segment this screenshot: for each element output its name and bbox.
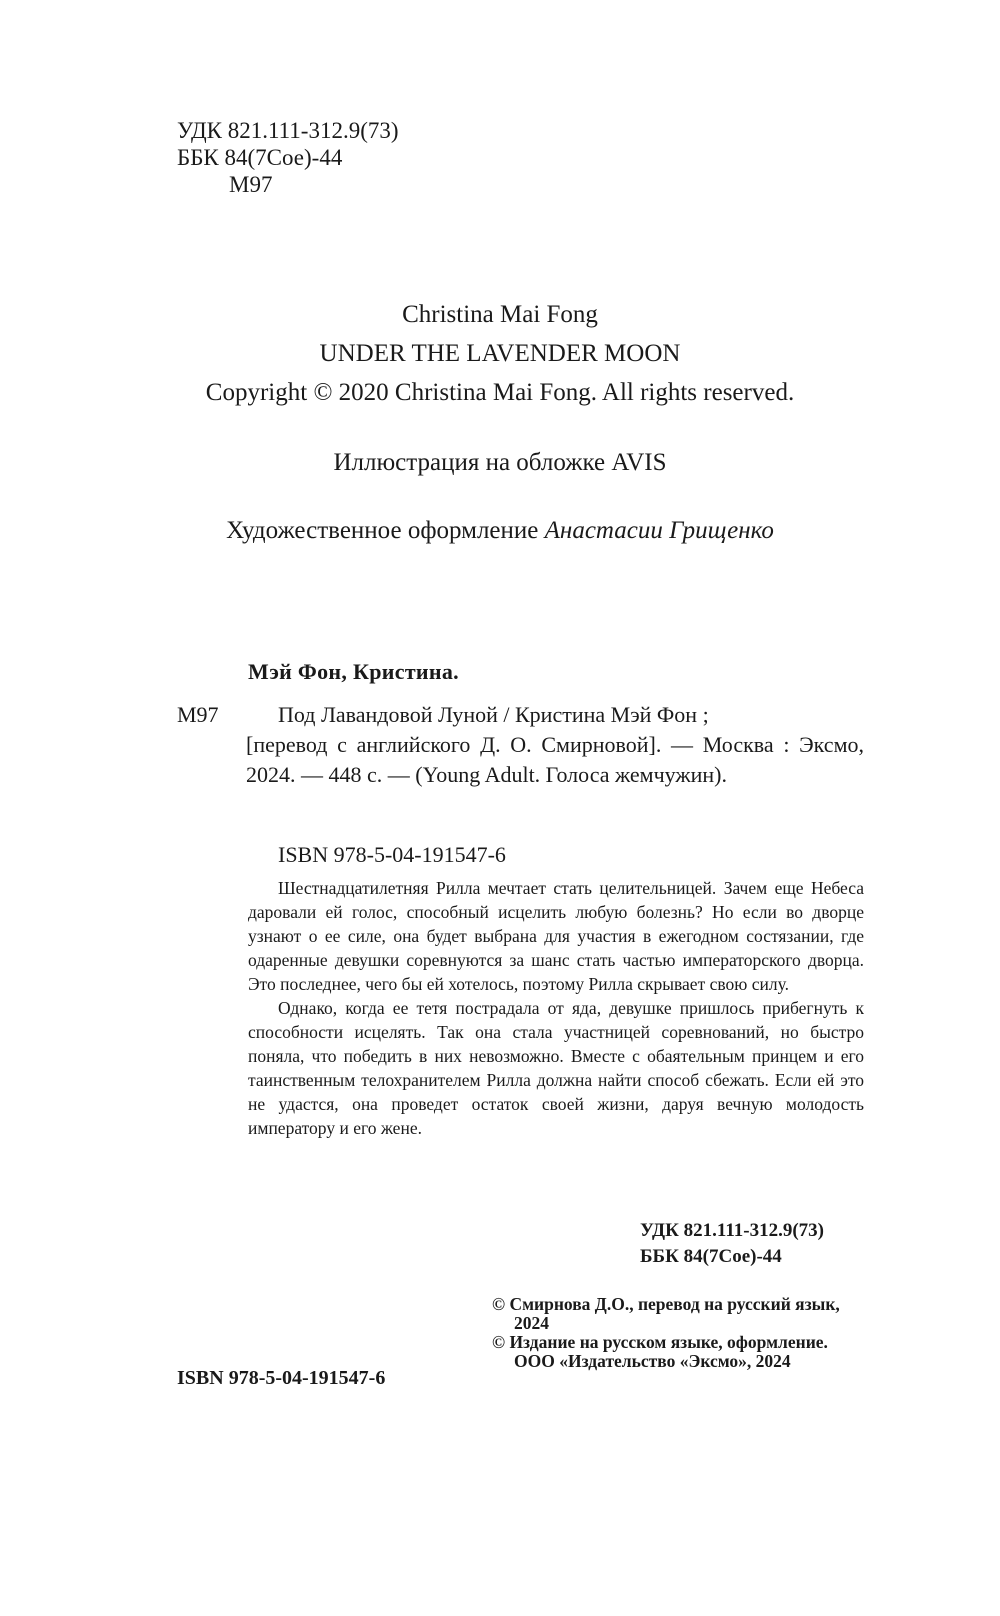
udk-code: УДК 821.111-312.9(73)	[177, 118, 399, 143]
illustration-credit: Иллюстрация на обложке AVIS	[333, 449, 667, 476]
bbk-code: ББК 84(7Сое)-44	[177, 145, 343, 170]
catalog-description	[246, 700, 864, 790]
bbk-code-right: ББК 84(7Сое)-44	[640, 1246, 782, 1267]
catalog-publication-info: [перевод с английского Д. О. Смирновой]. — Москва : Эксмо, 2024. — 448 с. — (Young Adult. Голоса жемчужин).	[246, 732, 864, 787]
design-credit-label: Художественное оформление	[226, 517, 545, 544]
catalog-mark: М97	[177, 702, 219, 727]
catalog-isbn: ISBN 978-5-04-191547-6	[278, 842, 506, 867]
original-author: Christina Mai Fong	[402, 301, 598, 328]
edition-copyright: © Издание на русском языке, оформление. ООО «Издательство «Эксмо», 2024	[492, 1332, 828, 1371]
catalog-author-heading: Мэй Фон, Кристина.	[248, 659, 459, 684]
author-mark: М97	[229, 172, 273, 197]
annotation-paragraph-2: Однако, когда ее тетя пострадала от яда, девушке пришлось прибегнуть к способности исцелять. Так она стала участницей соревнований, но быстро поняла, что победить в них невозможно. Вместе с обаятельным принцем и его таинственным телохранителем Рилла должна найти способ сбежать. Если ей это не удастся, она проведет остаток своей жизни, даруя вечную молодость императору и его жене.	[248, 998, 864, 1138]
classification-block-right	[640, 1218, 824, 1270]
original-title: UNDER THE LAVENDER MOON	[319, 340, 681, 367]
classification-block-top	[177, 117, 399, 198]
isbn-bottom: ISBN 978-5-04-191547-6	[177, 1367, 386, 1389]
design-credit-name: Анастасии Грищенко	[544, 517, 774, 544]
udk-code-right: УДК 821.111-312.9(73)	[640, 1220, 825, 1241]
catalog-title-line: Под Лавандовой Луной / Кристина Мэй Фон ;	[278, 702, 709, 727]
annotation	[248, 876, 864, 1140]
translation-copyright: © Смирнова Д.О., перевод на русский язык, 2024	[492, 1294, 840, 1333]
original-copyright: Copyright © 2020 Christina Mai Fong. All rights reserved.	[205, 379, 795, 406]
copyright-block	[492, 1295, 872, 1371]
annotation-paragraph-1: Шестнадцатилетняя Рилла мечтает стать целительницей. Зачем еще Небеса даровали ей голос, способный исцелить любую болезнь? Но если во дворце узнают о ее силе, она будет выбрана для участия в ежегодном состязании, где одаренные девушки соревнуются за шанс стать частью императорского дворца. Это последнее, чего бы ей хотелось, поэтому Рилла скрывает свою силу.	[248, 878, 864, 994]
design-credit	[0, 517, 1000, 545]
